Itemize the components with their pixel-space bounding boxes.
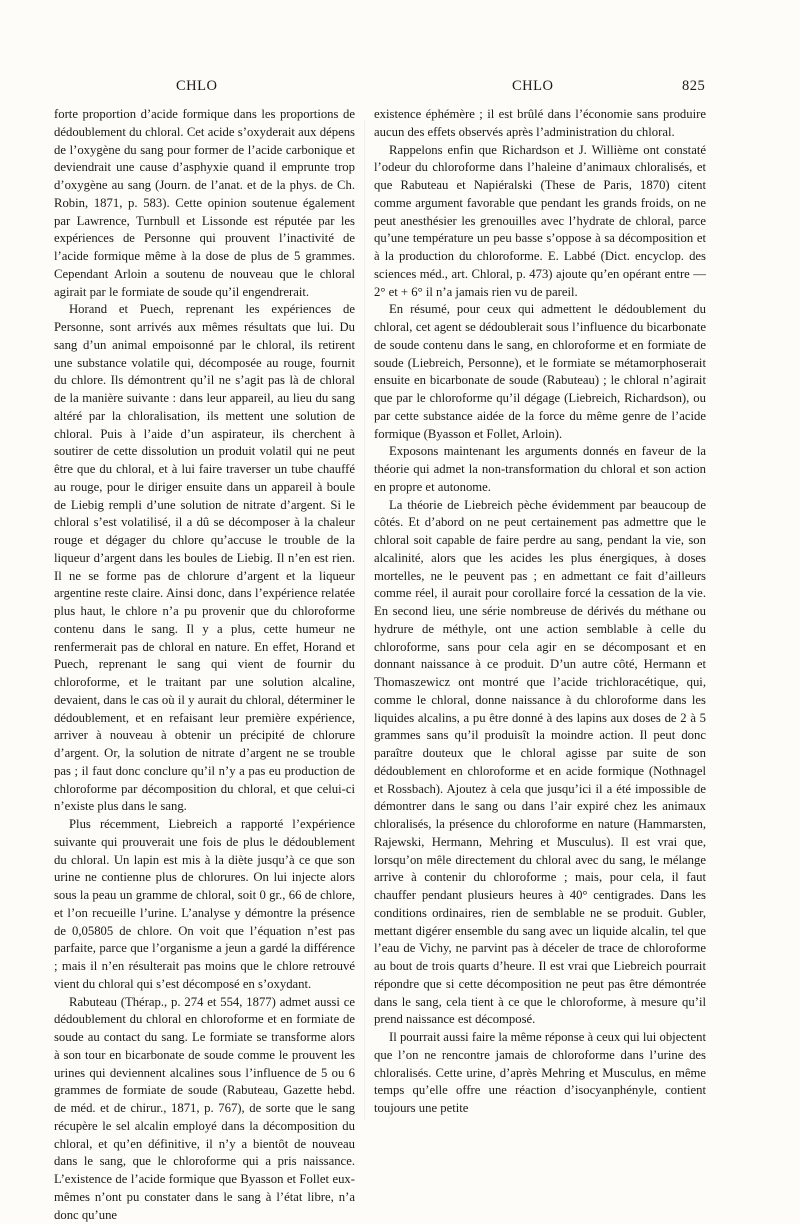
header-left-title: CHLO	[176, 78, 217, 95]
paragraph: Exposons maintenant les arguments donnés en faveur de la théorie qui admet la non-transformation du chloral et son action en propre et autonome.	[374, 443, 706, 496]
header-right-title: CHLO	[512, 78, 553, 95]
paragraph: Rabuteau (Thérap., p. 274 et 554, 1877) admet aussi ce dédoublement du chloral en chloroforme et en formiate de soude au contact du sang. Le formiate se transforme alors à son tour en bicarbonate de soude comme le prouvent les urines qui deviennent alcalines sous l’influence de 5 ou 6 grammes de formiate de soude (Rabuteau, Gazette hebd. de méd. et de chirur., 1871, p. 767), de sorte que le sang récupère le sel alcalin employé dans la décomposition du chloral, et qu’en définitive, il n’y a bientôt de nouveau dans le sang, que le chloroforme qui a pris naissance. L’existence de l’acide formique que Byasson et Follet eux-mêmes n’ont pu constater dans le sang à l’état libre, n’a donc qu’une	[54, 994, 355, 1224]
paragraph: Il pourrait aussi faire la même réponse à ceux qui lui objectent que l’on ne rencontre jamais de chloroforme dans l’urine des chloralisés. Cette urine, d’après Mehring et Musculus, en même temps qu’elle offre une réaction d’isocyanphényle, contient toujours une petite	[374, 1029, 706, 1118]
right-column	[374, 106, 706, 1194]
paragraph: Rappelons enfin que Richardson et J. Willième ont constaté l’odeur du chloroforme dans l’haleine d’animaux chloralisés, et que Rabuteau et Napiéralski (These de Paris, 1870) citent comme argument favorable que pendant les grands froids, on ne peut anesthésier les grenouilles avec l’hydrate de chloral, parce qu’une température un peu basse s’oppose à sa décomposition et à la production du chloroforme. E. Labbé (Dict. encyclop. des sciences méd., art. Chloral, p. 473) ajoute qu’en opérant entre — 2° et + 6° il n’a jamais rien vu de pareil.	[374, 142, 706, 302]
paragraph: En résumé, pour ceux qui admettent le dédoublement du chloral, cet agent se dédoublerait sous l’influence du bicarbonate de soude contenu dans le sang, en chloroforme et en formiate de soude (Liebreich, Personne), et le formiate se métamorphoserait ensuite en bicarbonate de soude (Rabuteau) ; le chloral n’agirait que par le chloroforme qu’il dégage (Liebreich, Richardson), ou par cette substance aidée de la force du même genre de l’acide formique (Byasson et Follet, Arloin).	[374, 301, 706, 443]
paragraph: existence éphémère ; il est brûlé dans l’économie sans produire aucun des effets observés après l’administration du chloral.	[374, 106, 706, 142]
left-column	[54, 106, 355, 1194]
column-gutter	[364, 120, 365, 1120]
paragraph: Horand et Puech, reprenant les expériences de Personne, sont arrivés aux mêmes résultats que lui. Du sang d’un animal empoisonné par le chloral, ils retirent une substance volatile qui, décomposée au rouge, fournit du chlore. Ils démontrent qu’il ne s’agit pas là de chloral de la manière suivante : dans leur appareil, au lieu du sang altéré par la chloralisation, ils mettent une solution de chloral. Puis à l’aide d’un aspirateur, ils cherchent à soutirer de cette dissolution un produit volatil qui ne peut être que du chloral, et à lui faire traverser un tube chauffé au rouge, pour le diriger ensuite dans un appareil à boule de Liebig rempli d’une solution de nitrate d’argent. Si le chloral s’est volatilisé, il a dû se décomposer à la chaleur rouge et dégager du chlore qu’accuse le trouble de la liqueur d’argent dans les boules de Liebig. Il n’en est rien. Il ne se forme pas de chlorure d’argent et la liqueur argentine reste claire. Ainsi donc, dans l’expérience relatée plus haut, le chlore n’a pu provenir que du chloroforme contenu dans le sang. Il y a plus, cette humeur ne renfermerait pas de chloral en nature. En effet, Horand et Puech, reprenant le sang qui vient de fournir du chloroforme, et le traitant par une solution alcaline, devaient, dans le cas où il y aurait du chloral, déterminer le dédoublement, et en refaisant leur première expérience, arriver à nouveau à obtenir un précipité de chlorure d’argent. Or, la solution de nitrate d’argent ne se trouble pas ; il faut donc conclure qu’il n’y a pas eu production de chloroforme par décomposition du chloral, et que celui-ci n’existe plus dans le sang.	[54, 301, 355, 816]
paragraph: Plus récemment, Liebreich a rapporté l’expérience suivante qui prouverait une fois de plus le dédoublement du chloral. Un lapin est mis à la diète jusqu’à ce que son urine ne contienne plus de chlorures. On lui injecte alors sous la peau un gramme de chloral, soit 0 gr., 66 de chlore, et l’on recueille l’urine. L’analyse y démontre la présence de 0,05805 de chlore. On voit que l’équation n’est pas parfaite, parce que l’organisme a jeun a gardé la différence ; mais il n’en résulterait pas moins que le chlore retrouvé vient du chloral qui s’est décomposé en s’oxydant.	[54, 816, 355, 994]
paragraph: forte proportion d’acide formique dans les proportions de dédoublement du chloral. Cet acide s’oxyderait aux dépens de l’oxygène du sang pour former de l’acide carbonique et deviendrait une cause d’asphyxie quand il emprunte trop d’oxygène au sang (Journ. de l’anat. et de la phys. de Ch. Robin, 1871, p. 583). Cette opinion soutenue également par Lawrence, Turnbull et Lissonde est réputée par les expériences de Personne qui prouvent l’inactivité de l’acide formique même à la dose de plus de 5 grammes. Cependant Arloin a soutenu de nouveau que le chloral agirait par le formiate de soude qu’il engendrerait.	[54, 106, 355, 301]
running-header	[0, 78, 800, 98]
paragraph: La théorie de Liebreich pèche évidemment par beaucoup de côtés. Et d’abord on ne peut certainement pas admettre que le chloral soit capable de faire perdre au sang, pendant la vie, son alcalinité, alors que les acides les plus énergiques, à doses mortelles, ne le peuvent pas ; en admettant ce fait d’ailleurs comme réel, il aurait pour corollaire forcé la cessation de la vie. En second lieu, une série nombreuse de dérivés du méthane ou hydrure de méthyle, ont une action semblable à celle du chloroforme, sans pour cela agir en se décomposant et en donnant naissance à ce produit. D’un autre côté, Hermann et Thomaszewicz ont montré que l’acide trichloracétique, qui, comme le chloral, donne naissance à du chloroforme dans les liquides alcalins, a pu être donné à des lapins aux doses de 2 à 5 grammes sans qu’il produisît la moindre action. Il peut donc paraître douteux que le chloral agisse par suite de son dédoublement en chloroforme et en acide formique (Nothnagel et Rossbach). Ajoutez à cela que jusqu’ici il a été impossible de démontrer dans le sang ou dans l’air expiré chez les animaux chloralisés, la présence du chloroforme en nature (Hammarsten, Rajewski, Hermann, Mehring et Musculus). Il est vrai que, lorsqu’on mêle directement du chloral avec du sang, le mélange arrive à contenir du chloroforme ; mais, pour cela, il faut chauffer pendant plusieurs heures à 40° centigrades. Dans les conditions ordinaires, rien de semblable ne se produit. Gubler, mettant digérer ensemble du sang avec un liquide alcalin, tel que l’eau de Vichy, ne parvint pas à déceler de trace de chloroforme au bout de trois quarts d’heure. Il est vrai que Liebreich pourrait répondre que si cette décomposition ne peut pas être démontrée dans le sang, cela tient à ce que le chloroforme, à mesure qu’il prend naissance est décomposé.	[374, 497, 706, 1030]
page-number: 825	[682, 78, 705, 95]
